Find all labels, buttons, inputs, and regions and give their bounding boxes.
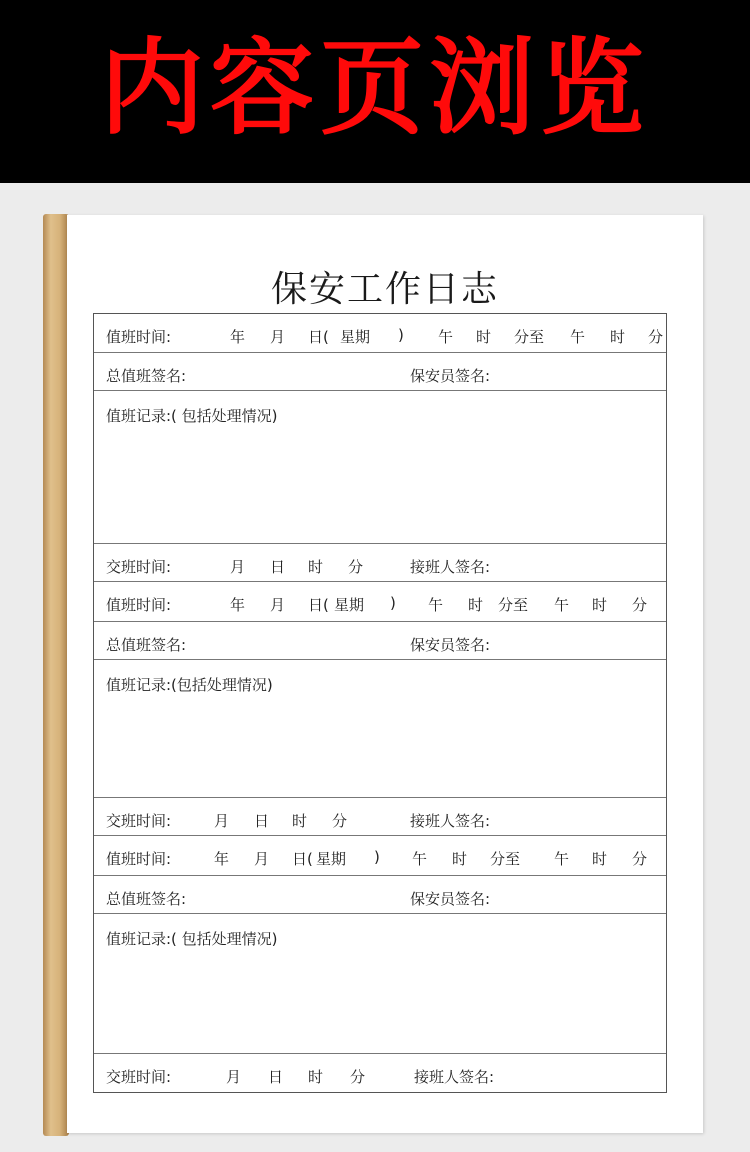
minute-label: 分 [348,558,364,576]
banner-title: 内容页浏览 [99,26,650,149]
weekday-label: 星期 [340,328,371,346]
noon-label: 午 [554,596,570,614]
year-label: 年 [230,328,246,346]
noon-label: 午 [438,328,454,346]
month-label: 月 [254,850,270,868]
record-label: 值班记录:(包括处理情况) [106,676,273,694]
receiver-signature-label: 接班人签名: [410,812,491,830]
year-label: 年 [214,850,230,868]
minute-label: 分 [350,1068,366,1086]
hour-label: 时 [308,1068,324,1086]
weekday-label: 星期 [316,850,347,868]
signature-row [94,353,666,391]
handover-row [94,798,666,836]
noon-label: 午 [428,596,444,614]
handover-label: 交班时间: [106,812,172,830]
minute-to-label: 分至 [490,850,521,868]
noon-label: 午 [570,328,586,346]
chief-signature-label: 总值班签名: [106,636,187,654]
handover-label: 交班时间: [106,558,172,576]
duty-time-label: 值班时间: [106,596,172,614]
minute-label: 分 [332,812,348,830]
banner [0,0,750,183]
hour-label: 时 [592,850,608,868]
day-label: 日 [268,1068,284,1086]
signature-row [94,622,666,660]
hour-label: 时 [308,558,324,576]
month-label: 月 [226,1068,242,1086]
signature-row [94,876,666,914]
minute-label: 分 [648,328,664,346]
month-label: 月 [270,596,286,614]
handover-label: 交班时间: [106,1068,172,1086]
month-label: 月 [270,328,286,346]
day-label: 日( [308,328,329,346]
hour-label: 时 [468,596,484,614]
weekday-close: ) [398,326,404,344]
chief-signature-label: 总值班签名: [106,367,187,385]
hour-label: 时 [292,812,308,830]
receiver-signature-label: 接班人签名: [410,558,491,576]
guard-signature-label: 保安员签名: [410,636,491,654]
binding-spine [43,214,69,1136]
hour-label: 时 [610,328,626,346]
day-label: 日 [254,812,270,830]
month-label: 月 [230,558,246,576]
day-label: 日( [292,850,313,868]
day-label: 日 [270,558,286,576]
duty-time-row [94,836,666,876]
record-area [94,914,666,1054]
weekday-close: ) [390,594,396,612]
duty-time-row [94,582,666,622]
record-label: 值班记录:( 包括处理情况) [106,930,278,948]
weekday-label: 星期 [334,596,365,614]
weekday-close: ) [374,848,380,866]
noon-label: 午 [554,850,570,868]
duty-time-label: 值班时间: [106,850,172,868]
record-label: 值班记录:( 包括处理情况) [106,407,278,425]
logbook-page [67,215,703,1133]
hour-label: 时 [452,850,468,868]
duty-time-row [94,314,666,353]
hour-label: 时 [476,328,492,346]
month-label: 月 [214,812,230,830]
record-area [94,660,666,798]
receiver-signature-label: 接班人签名: [414,1068,495,1086]
minute-label: 分 [632,850,648,868]
minute-to-label: 分至 [498,596,529,614]
handover-row [94,544,666,582]
minute-to-label: 分至 [514,328,545,346]
log-form [93,313,667,1093]
guard-signature-label: 保安员签名: [410,890,491,908]
noon-label: 午 [412,850,428,868]
hour-label: 时 [592,596,608,614]
duty-time-label: 值班时间: [106,328,172,346]
handover-row [94,1054,666,1091]
chief-signature-label: 总值班签名: [106,890,187,908]
minute-label: 分 [632,596,648,614]
guard-signature-label: 保安员签名: [410,367,491,385]
record-area [94,391,666,544]
year-label: 年 [230,596,246,614]
day-label: 日( [308,596,329,614]
page-title: 保安工作日志 [270,269,499,310]
